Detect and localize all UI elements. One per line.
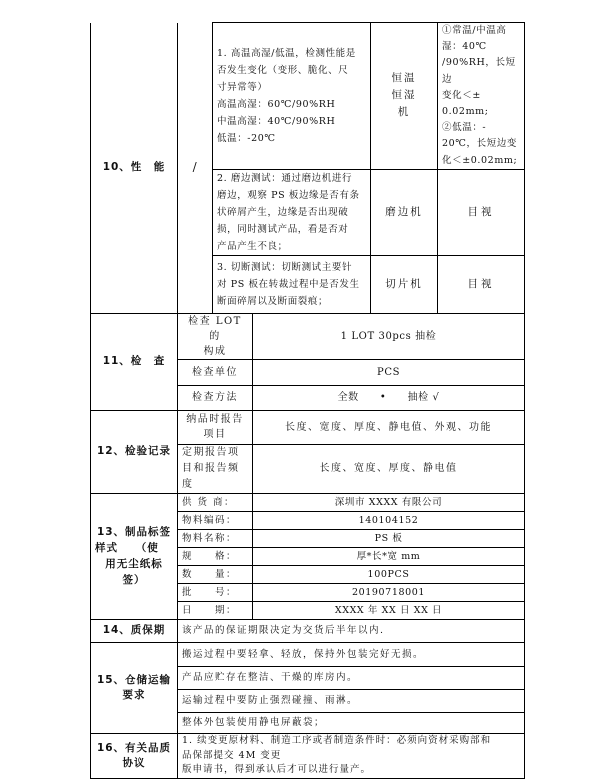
record-label — [178, 444, 253, 493]
storage-requirement: 搬运过程中要轻拿、轻放，保持外包装完好无损。 — [178, 642, 525, 666]
label-row — [91, 493, 525, 511]
criteria-line: 20℃，长短边变 — [442, 138, 518, 150]
test-1-line: 中温高湿：40℃/90%RH — [217, 115, 336, 127]
criteria-line: ①常温/中温高 — [442, 25, 507, 36]
test-2-line: 2. 磨边测试：通过磨边机进行 — [217, 172, 353, 184]
label-field-name: 规 格： — [178, 547, 253, 565]
test-3-line: 断面碎屑以及断面裂痕； — [217, 295, 329, 307]
test-1-description — [213, 23, 371, 170]
section-12-row-1 — [91, 410, 525, 444]
test-1-equipment — [371, 23, 438, 170]
criteria-line: 0.02mm; — [442, 106, 489, 118]
label-field-name: 数 量： — [178, 565, 253, 583]
label-line: 度 — [182, 478, 194, 490]
label-field-value: 深圳市 XXXX 有限公司 — [253, 493, 525, 511]
section-11-title: 11、检 查 — [91, 313, 178, 410]
label-field-value: 厚*长*宽 mm — [253, 547, 525, 565]
section-12-title: 12、检验记录 — [91, 410, 178, 493]
slash-column-top-gap — [178, 20, 211, 23]
label-field-value: PS 板 — [253, 529, 525, 547]
record-label — [178, 410, 253, 444]
section-13-title — [91, 493, 178, 619]
title-line: 15、仓储运输 — [96, 673, 172, 686]
test-2-line: 产品产生不良； — [217, 240, 288, 252]
agreement-line: 品保部提交 4M 变更 — [182, 749, 282, 761]
test-2-line: 损，同时测试产品，看是否对 — [217, 223, 349, 235]
label-line: 检查 LOT 的 — [188, 315, 242, 342]
test-1-criteria — [438, 23, 525, 170]
spec-table — [90, 22, 525, 779]
section-16-title — [91, 733, 178, 778]
storage-requirement: 整体外包装使用静电屏蔽袋； — [178, 712, 525, 733]
agreement-line: 1. 续变更原材料、制造工序或者制造条件时：必须向资材采购部和 — [182, 735, 492, 747]
section-14-row — [91, 619, 525, 642]
storage-row — [91, 642, 525, 666]
section-11-row-1 — [91, 313, 525, 359]
label-field-name: 日 期： — [178, 601, 253, 619]
criteria-line: 化＜±0.02mm; — [442, 154, 518, 166]
inspection-label: 检查单位 — [178, 359, 253, 385]
label-field-value: 140104152 — [253, 511, 525, 529]
label-field-name: 供 货 商： — [178, 493, 253, 511]
label-field-value: 20190718001 — [253, 583, 525, 601]
label-field-name: 物料名称： — [178, 529, 253, 547]
label-line: 构成 — [203, 345, 227, 357]
title-line: 用无尘纸标 — [105, 558, 163, 571]
label-line: 目和报告频 — [182, 462, 240, 474]
title-line: 16、有关品质 — [96, 741, 172, 754]
storage-requirement: 运输过程中要防止强烈碰撞、雨淋。 — [178, 689, 525, 712]
test-1-line: 低温：-20℃ — [217, 132, 276, 144]
criteria-line: 湿：40℃ — [442, 41, 487, 53]
inspection-value: PCS — [253, 359, 525, 385]
inspection-label: 检查方法 — [178, 385, 253, 410]
label-field-value: 100PCS — [253, 565, 525, 583]
title-line: 要求 — [122, 688, 146, 701]
storage-requirement: 产品应贮存在整洁、干燥的库房内。 — [178, 666, 525, 689]
title-line: 样式 （使 — [95, 542, 159, 555]
record-value: 长度、宽度、厚度、静电值、外观、功能 — [253, 410, 525, 444]
criteria-line: ②低温：- — [442, 122, 487, 134]
label-field-name: 物料编码： — [178, 511, 253, 529]
label-line: 定期报告项 — [182, 446, 240, 458]
test-1-line: 高温高湿：60℃/90%RH — [217, 98, 336, 110]
criteria-line: /90%RH，长短边 — [442, 57, 516, 85]
title-line: 13、制品标签 — [96, 526, 172, 539]
label-field-name: 批 号： — [178, 583, 253, 601]
inspection-value: 1 LOT 30pcs 抽检 — [253, 313, 525, 359]
label-field-value: XXXX 年 XX 日 XX 日 — [253, 601, 525, 619]
section-14-title: 14、质保期 — [91, 619, 178, 642]
test-1-line: 1. 高温高湿/低温，检测性能是 — [217, 47, 356, 59]
title-line: 签） — [122, 574, 146, 587]
record-value: 长度、宽度、厚度、静电值 — [253, 444, 525, 493]
section-10-slash: / — [178, 23, 213, 314]
test-3-equipment: 切片机 — [371, 255, 438, 313]
test-2-description — [213, 169, 371, 255]
test-2-line: 磨边，观察 PS 板边缘是否有条 — [217, 189, 360, 201]
test-2-criteria: 目视 — [438, 169, 525, 255]
spec-document-page — [90, 22, 524, 779]
label-line: 项目 — [203, 429, 227, 441]
test-3-line: 对 PS 板在转裁过程中是否发生 — [217, 278, 360, 290]
section-10-title: 10、性 能 — [91, 23, 178, 314]
quality-agreement-text — [178, 733, 525, 778]
agreement-line: 版申请书，得到承认后才可以进行量产。 — [182, 764, 372, 776]
test-2-line: 状碎屑产生，边缘是否出现破 — [217, 206, 349, 218]
test-1-equipment-text: 恒温恒湿机 — [391, 72, 417, 119]
test-1-line: 否发生变化（变形、脆化、尺 — [217, 64, 349, 76]
inspection-label — [178, 313, 253, 359]
section-16-row — [91, 733, 525, 778]
title-line: 协议 — [122, 756, 146, 769]
criteria-line: 变化＜± — [442, 89, 481, 101]
test-2-equipment: 磨边机 — [371, 169, 438, 255]
section-15-title — [91, 642, 178, 733]
test-1-line: 寸异常等） — [217, 81, 268, 93]
inspection-method-value: 全数 • 抽检 √ — [253, 385, 525, 410]
test-3-line: 3. 切断测试：切断测试主要针 — [217, 261, 353, 273]
warranty-text: 该产品的保证期限决定为交货后半年以内. — [178, 619, 525, 642]
test-3-description — [213, 255, 371, 313]
label-line: 纳品时报告 — [186, 414, 244, 426]
section-10-row-1 — [91, 23, 525, 170]
test-3-criteria: 目视 — [438, 255, 525, 313]
